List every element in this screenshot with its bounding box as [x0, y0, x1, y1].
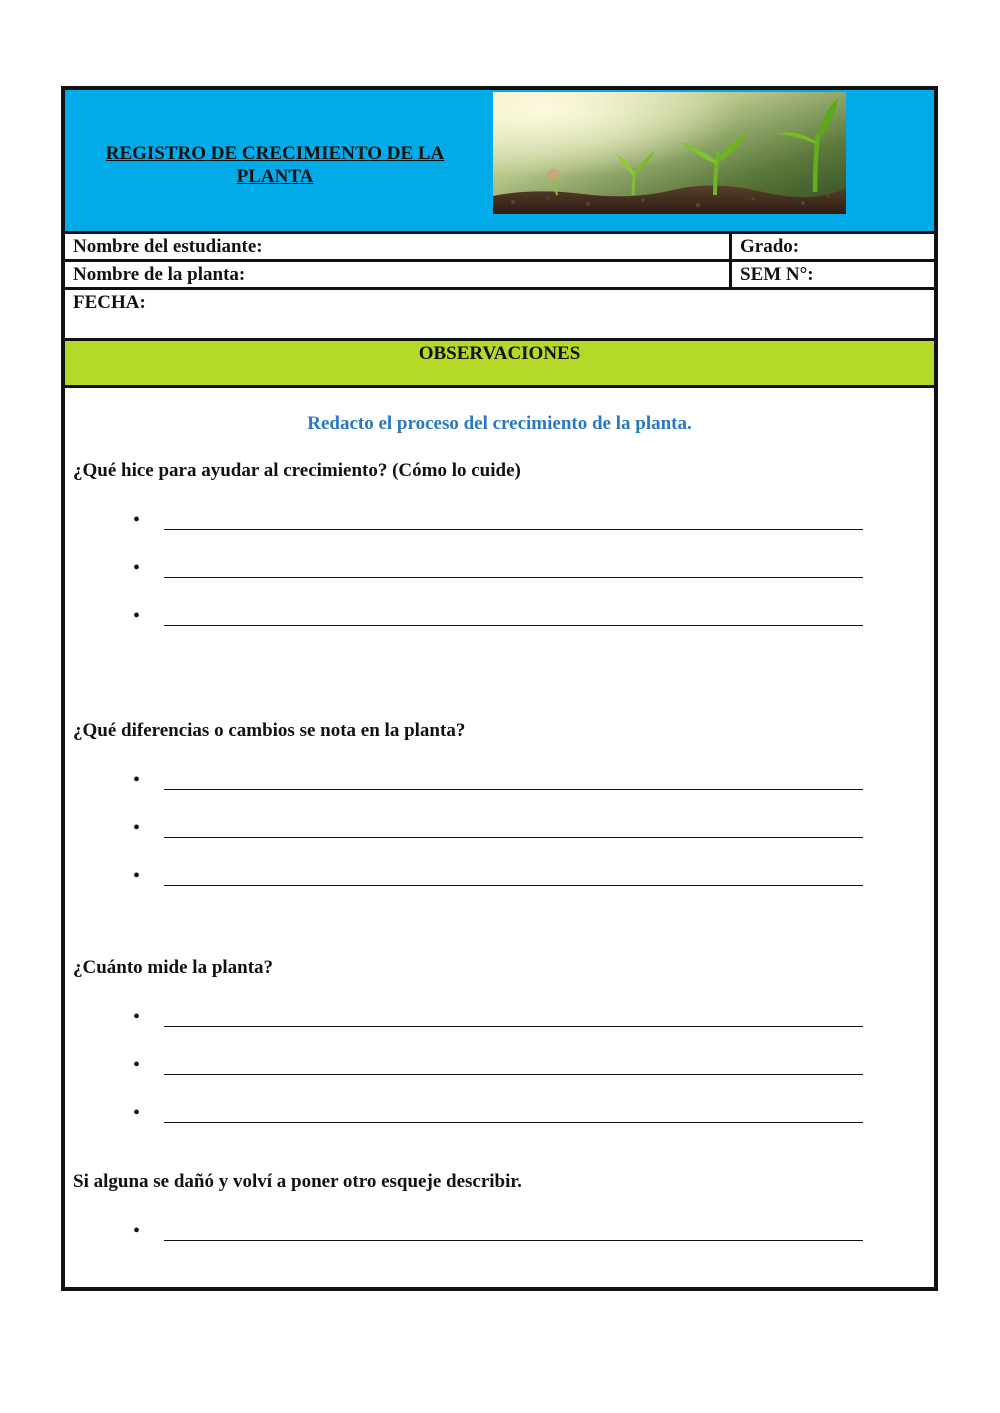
writing-line — [164, 1026, 863, 1027]
bullet-icon: • — [133, 865, 141, 887]
plant-row — [65, 262, 934, 290]
answer-line[interactable] — [133, 1221, 863, 1241]
plant-growth-photo — [493, 92, 846, 214]
student-name-field[interactable]: Nombre del estudiante: — [73, 236, 263, 257]
answer-line[interactable] — [133, 818, 863, 838]
bullet-icon: • — [133, 1102, 141, 1124]
student-row — [65, 234, 934, 262]
observations-subtitle: Redacto el proceso del crecimiento de la planta. — [307, 413, 692, 434]
grade-field[interactable]: Grado: — [740, 236, 800, 257]
bullet-icon: • — [133, 509, 141, 531]
answer-line[interactable] — [133, 1055, 863, 1075]
answer-line[interactable] — [133, 510, 863, 530]
question-care: ¿Qué hice para ayudar al crecimiento? (Cómo lo cuide) — [73, 460, 521, 481]
question-replacement: Si alguna se dañó y volví a poner otro esqueje describir. — [73, 1171, 522, 1192]
header-banner — [65, 90, 934, 234]
question-height: ¿Cuánto mide la planta? — [73, 957, 274, 978]
writing-line — [164, 837, 863, 838]
writing-line — [164, 885, 863, 886]
answer-line[interactable] — [133, 770, 863, 790]
writing-line — [164, 1240, 863, 1241]
writing-line — [164, 577, 863, 578]
worksheet-title: REGISTRO DE CRECIMIENTO DE LA PLANTA — [105, 143, 445, 187]
writing-line — [164, 789, 863, 790]
date-row — [65, 290, 934, 341]
answer-line[interactable] — [133, 558, 863, 578]
bullet-icon: • — [133, 557, 141, 579]
writing-line — [164, 625, 863, 626]
answer-line[interactable] — [133, 606, 863, 626]
bullet-icon: • — [133, 817, 141, 839]
writing-line — [164, 1122, 863, 1123]
bullet-icon: • — [133, 605, 141, 627]
answer-line[interactable] — [133, 1007, 863, 1027]
worksheet-frame — [61, 86, 938, 1291]
observations-heading: OBSERVACIONES — [65, 341, 934, 388]
writing-line — [164, 529, 863, 530]
bullet-icon: • — [133, 1054, 141, 1076]
bullet-icon: • — [133, 1220, 141, 1242]
bullet-icon: • — [133, 1006, 141, 1028]
writing-line — [164, 1074, 863, 1075]
answer-line[interactable] — [133, 866, 863, 886]
plant-name-field[interactable]: Nombre de la planta: — [73, 264, 246, 285]
bullet-icon: • — [133, 769, 141, 791]
answer-line[interactable] — [133, 1103, 863, 1123]
date-field[interactable]: FECHA: — [73, 292, 146, 313]
week-field[interactable]: SEM N°: — [740, 264, 814, 285]
question-changes: ¿Qué diferencias o cambios se nota en la planta? — [73, 720, 466, 741]
